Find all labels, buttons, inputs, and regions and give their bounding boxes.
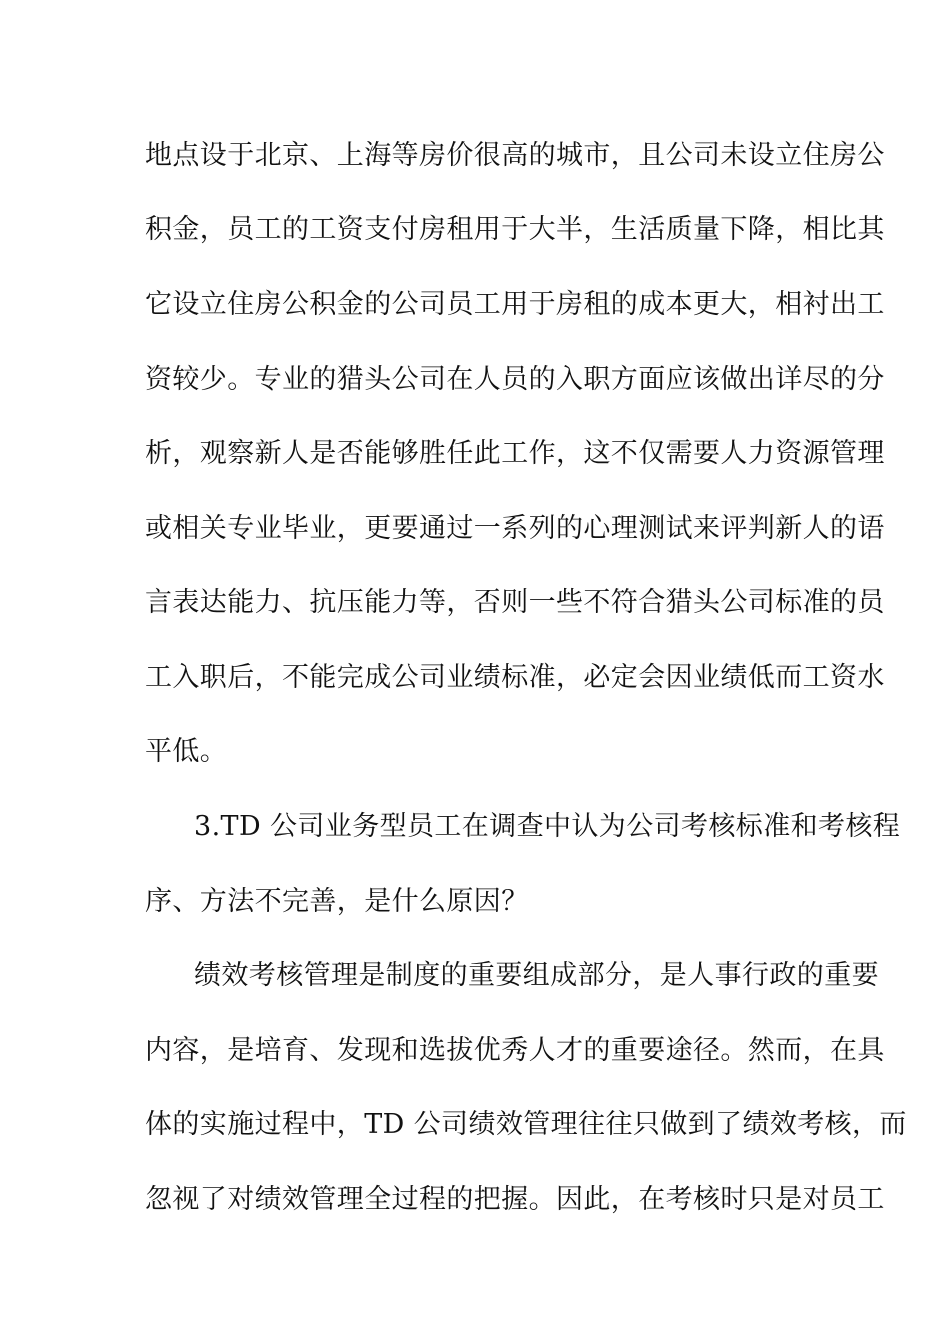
text-line: 析，观察新人是否能够胜任此工作，这不仅需要人力资源管理 xyxy=(145,438,885,469)
text-line: 积金，员工的工资支付房租用于大半，生活质量下降，相比其 xyxy=(145,214,885,245)
section-heading-line: 3.TD 公司业务型员工在调查中认为公司考核标准和考核程 xyxy=(194,811,901,842)
text-line: 内容，是培育、发现和选拔优秀人才的重要途径。然而，在具 xyxy=(145,1035,885,1066)
text-line: 地点设于北京、上海等房价很高的城市，且公司未设立住房公 xyxy=(145,140,885,171)
text-line: 它设立住房公积金的公司员工用于房租的成本更大，相衬出工 xyxy=(145,289,885,320)
text-line: 言表达能力、抗压能力等，否则一些不符合猎头公司标准的员 xyxy=(145,587,885,618)
text-line: 平低。 xyxy=(145,736,228,767)
text-line: 绩效考核管理是制度的重要组成部分，是人事行政的重要 xyxy=(194,960,879,991)
text-line: 工入职后，不能完成公司业绩标准，必定会因业绩低而工资水 xyxy=(145,662,885,693)
text-line: 资较少。专业的猎头公司在人员的入职方面应该做出详尽的分 xyxy=(145,364,885,395)
text-line: 或相关专业毕业，更要通过一系列的心理测试来评判新人的语 xyxy=(145,513,885,544)
section-heading-line: 序、方法不完善，是什么原因？ xyxy=(145,886,529,917)
text-line: 忽视了对绩效管理全过程的把握。因此，在考核时只是对员工 xyxy=(145,1184,885,1215)
text-line: 体的实施过程中，TD 公司绩效管理往往只做到了绩效考核，而 xyxy=(145,1109,907,1140)
